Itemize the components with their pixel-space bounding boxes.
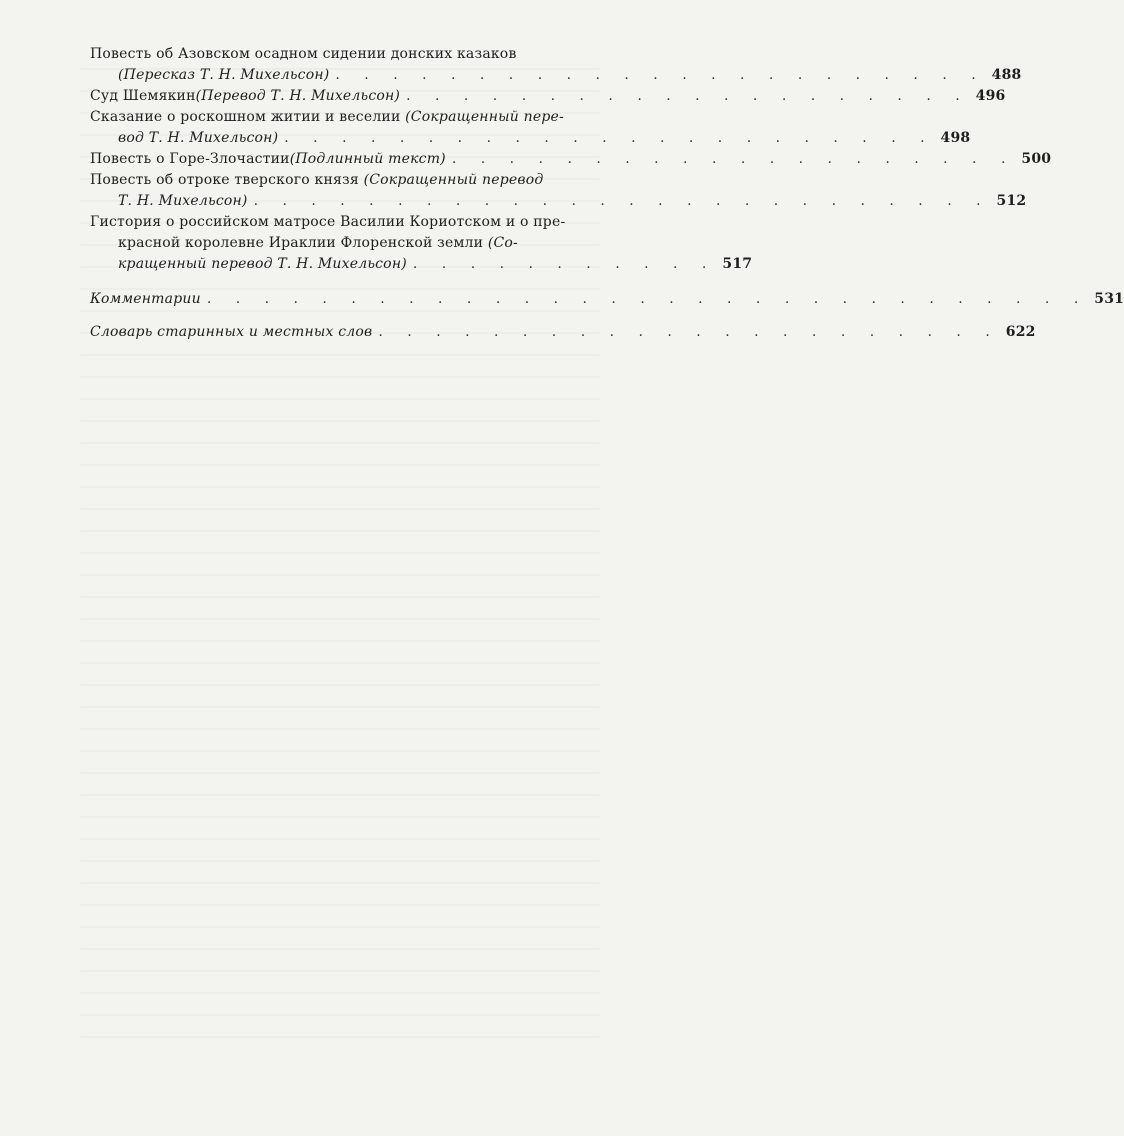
toc-entry-roskoshnoe-zhitie <box>90 107 971 149</box>
table-of-contents <box>90 44 1124 343</box>
toc-line <box>90 322 1036 343</box>
entry-note: (Сокращенный пере- <box>405 109 564 125</box>
toc-line <box>90 254 753 275</box>
page-number: 498 <box>940 130 971 146</box>
toc-line <box>90 65 1022 86</box>
spacer <box>90 275 602 289</box>
dot-leader: . . . . . . . . . . . . . . . . . . . . . . . <box>284 130 935 146</box>
entry-note: (Перевод Т. Н. Михельсон) <box>195 88 401 104</box>
toc-line <box>90 212 602 233</box>
entry-title-wrap <box>90 107 564 128</box>
entry-note: кращенный перевод Т. Н. Михельсон) <box>118 256 407 272</box>
entry-note: (Подлинный текст) <box>289 151 446 167</box>
toc-line <box>90 107 602 128</box>
entry-note: Т. Н. Михельсон) <box>118 193 248 209</box>
entry-title: Повесть о Горе-Злочастии <box>90 151 290 167</box>
entry-title: Комментарии <box>90 291 201 307</box>
page-number: 512 <box>996 193 1027 209</box>
entry-title: Повесть об отроке тверского князя <box>90 172 364 188</box>
toc-line <box>90 44 602 65</box>
entry-title-wrap <box>90 170 543 191</box>
toc-line <box>90 233 602 254</box>
toc-line <box>90 86 1006 107</box>
toc-line <box>90 191 1027 212</box>
spacer <box>90 310 602 322</box>
dot-leader: . . . . . . . . . . . . . . . . . . . . <box>406 88 970 104</box>
toc-entry-azov <box>90 44 1022 86</box>
entry-note: (Со- <box>487 235 518 251</box>
toc-line <box>90 170 602 191</box>
page-number: 488 <box>991 67 1022 83</box>
entry-title: Суд Шемякин <box>90 88 196 104</box>
dot-leader: . . . . . . . . . . . . . . . . . . . . . . . <box>335 67 986 83</box>
toc-line <box>90 289 1124 310</box>
entry-title: Словарь старинных и местных слов <box>90 324 373 340</box>
entry-note: (Сокращенный перевод <box>363 172 544 188</box>
page-number: 531 <box>1094 291 1124 307</box>
dot-leader: . . . . . . . . . . . . . . . . . . . . . . . . . . . . . . . <box>206 291 1089 307</box>
entry-note: вод Т. Н. Михельсон) <box>118 130 279 146</box>
entry-title: Сказание о роскошном житии и веселии <box>90 109 406 125</box>
toc-entry-commentary <box>90 289 1124 310</box>
page-number: 517 <box>722 256 753 272</box>
entry-title-wrap <box>118 233 518 254</box>
entry-title: красной королевне Ираклии Флоренской земли <box>118 235 488 251</box>
toc-entry-otrok-tverskogo <box>90 170 1027 212</box>
entry-title: Повесть об Азовском осадном сидении донских казаков <box>90 46 517 62</box>
entry-note: (Пересказ Т. Н. Михельсон) <box>118 67 330 83</box>
toc-entry-gore-zlochastie <box>90 149 1052 170</box>
entry-title: Гистория о российском матросе Василии Кориотском и о пре- <box>90 214 566 230</box>
dot-leader: . . . . . . . . . . . <box>412 256 717 272</box>
page-number: 500 <box>1021 151 1052 167</box>
toc-entry-vasily-koriotsky <box>90 212 753 275</box>
dot-leader: . . . . . . . . . . . . . . . . . . . . <box>451 151 1016 167</box>
page-number: 496 <box>975 88 1006 104</box>
dot-leader: . . . . . . . . . . . . . . . . . . . . . . <box>378 324 1000 340</box>
toc-line <box>90 128 971 149</box>
toc-entry-shemyaka <box>90 86 1006 107</box>
page-number: 622 <box>1005 324 1036 340</box>
dot-leader: . . . . . . . . . . . . . . . . . . . . . . . . . . <box>253 193 991 209</box>
toc-line <box>90 149 1052 170</box>
toc-entry-glossary <box>90 322 1036 343</box>
